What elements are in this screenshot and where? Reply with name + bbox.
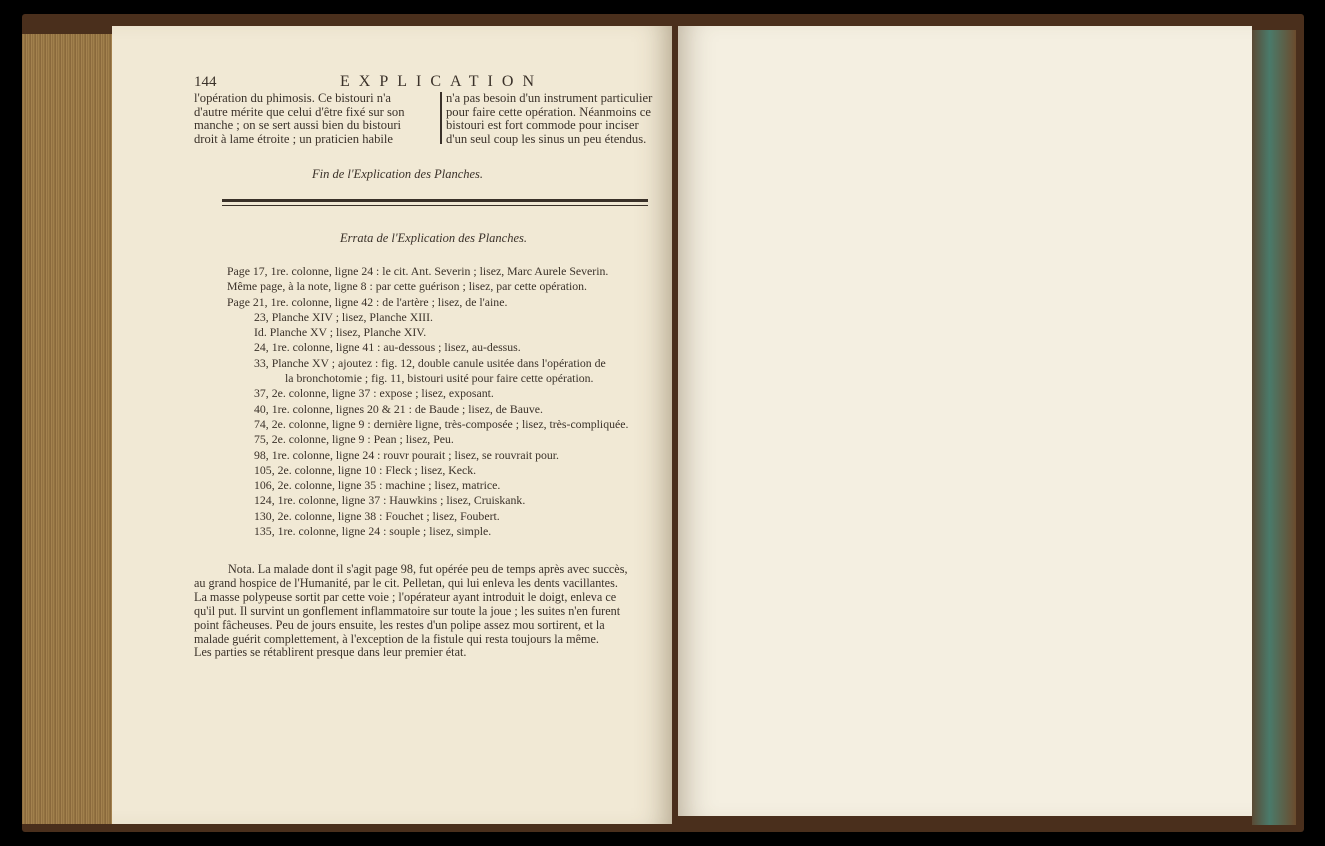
- page-edges-right: [1252, 30, 1296, 825]
- errata-title: Errata de l'Explication des Planches.: [340, 231, 528, 245]
- errata-item: Même page, à la note, ligne 8 : par cette guérison ; lisez, par cette opération.: [227, 279, 587, 294]
- nota-line: qu'il put. Il survint un gonflement inflammatoire sur toute la joue ; les suites n'en furent: [194, 603, 621, 618]
- errata-item: la bronchotomie ; fig. 11, bistouri usité pour faire cette opération.: [285, 371, 594, 386]
- text-line: d'autre mérite que celui d'être fixé sur son: [194, 104, 405, 119]
- nota-line: point fâcheuses. Peu de jours ensuite, les restes d'un polipe assez mou sortirent, et la: [194, 617, 605, 632]
- text-line: d'un seul coup les sinus un peu étendus.: [446, 131, 647, 146]
- running-title: EXPLICATION: [340, 73, 543, 90]
- divider-thin: [222, 205, 648, 206]
- errata-item: Page 21, 1re. colonne, ligne 42 : de l'artère ; lisez, de l'aine.: [227, 294, 508, 309]
- fin-caption: Fin de l'Explication des Planches.: [312, 167, 484, 181]
- page-number: 144: [194, 74, 217, 90]
- column-separator: [440, 92, 442, 144]
- text-line: manche ; on se sert aussi bien du bistouri: [194, 118, 402, 132]
- errata-item: 23, Planche XIV ; lisez, Planche XIII.: [254, 309, 433, 324]
- errata-item: Page 17, 1re. colonne, ligne 24 : le cit. Ant. Severin ; lisez, Marc Aurele Severin.: [227, 264, 609, 278]
- errata-item: 33, Planche XV ; ajoutez : fig. 12, double canule usitée dans l'opération de: [254, 355, 606, 370]
- errata-item: 124, 1re. colonne, ligne 37 : Hauwkins ; lisez, Cruiskank.: [254, 493, 526, 508]
- nota-line: au grand hospice de l'Humanité, par le cit. Pelletan, qui lui enleva les dents vacillantes.: [194, 575, 618, 590]
- column-left: [194, 92, 405, 146]
- errata-item: 40, 1re. colonne, lignes 20 & 21 : de Baude ; lisez, de Bauve.: [254, 401, 543, 416]
- nota-paragraph: [194, 563, 628, 660]
- errata-item: 105, 2e. colonne, ligne 10 : Fleck ; lisez, Keck.: [254, 462, 477, 477]
- errata-item: Id. Planche XV ; lisez, Planche XIV.: [254, 325, 427, 340]
- errata-item: 135, 1re. colonne, ligne 24 : souple ; lisez, simple.: [254, 524, 492, 539]
- errata-item: 130, 2e. colonne, ligne 38 : Fouchet ; lisez, Foubert.: [254, 508, 500, 523]
- errata-item: 106, 2e. colonne, ligne 35 : machine ; lisez, matrice.: [254, 478, 501, 493]
- nota-line: Les parties se rétablirent presque dans leur premier état.: [194, 645, 467, 660]
- nota-line: Nota. La malade dont il s'agit page 98, fut opérée peu de temps après avec succès,: [228, 562, 628, 576]
- errata-item: 98, 1re. colonne, ligne 24 : rouvr pourait ; lisez, se rouvrait pour.: [254, 447, 560, 462]
- errata-item: 24, 1re. colonne, ligne 41 : au-dessous ; lisez, au-dessus.: [254, 340, 521, 355]
- text-line: bistouri est fort commode pour inciser: [446, 118, 639, 132]
- text-line: n'a pas besoin d'un instrument particulier: [446, 91, 653, 105]
- text-line: l'opération du phimosis. Ce bistouri n'a: [194, 91, 391, 105]
- errata-item: 37, 2e. colonne, ligne 37 : expose ; lisez, exposant.: [254, 386, 494, 401]
- nota-line: La masse polypeuse sortit par cette voie ; l'opérateur ayant introduit le doigt, enleva ce: [194, 589, 617, 604]
- page-edges-left: [22, 34, 112, 824]
- nota-line: malade guérit complettement, à l'exception de la fistule qui resta toujours la même.: [194, 631, 599, 646]
- errata-item: 74, 2e. colonne, ligne 9 : dernière ligne, très-composée ; lisez, très-compliquée.: [254, 416, 629, 431]
- text-line: droit à lame étroite ; un praticien habile: [194, 131, 393, 146]
- errata-list: [227, 264, 628, 539]
- right-page-blank: [678, 26, 1252, 816]
- errata-item: 75, 2e. colonne, ligne 9 : Pean ; lisez, Peu.: [254, 432, 454, 447]
- text-line: pour faire cette opération. Néanmoins ce: [446, 104, 651, 119]
- column-right: [446, 92, 652, 146]
- divider-thick: [222, 199, 648, 202]
